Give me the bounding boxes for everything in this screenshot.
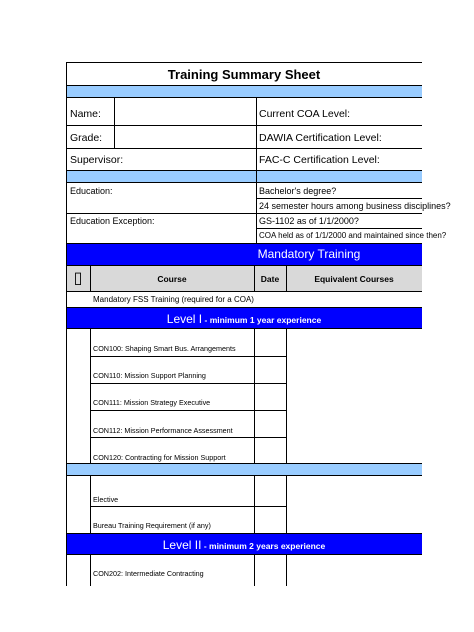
- band-2: [66, 170, 422, 182]
- course-con112: CON112: Mission Performance Assessment: [93, 426, 233, 435]
- band-3: [66, 463, 422, 475]
- education-exception-label: Education Exception:: [70, 216, 155, 226]
- course-con202: CON202: Intermediate Contracting: [93, 569, 204, 578]
- mandatory-training-title: Mandatory Training: [257, 247, 361, 261]
- level-2-subtitle: - minimum 2 years experience: [201, 541, 326, 551]
- level-2-heading: [66, 536, 422, 554]
- equivalent-courses-column-header: Equivalent Courses: [314, 274, 394, 284]
- course-con120: CON120: Contracting for Mission Support: [93, 453, 226, 462]
- supervisor-label: Supervisor:: [70, 154, 124, 166]
- course-con100: CON100: Shaping Smart Bus. Arrangements: [93, 344, 236, 353]
- course-con111: CON111: Mission Strategy Executive: [93, 398, 211, 407]
- grade-label: Grade:: [70, 132, 103, 144]
- facc-label: FAC-C Certification Level:: [259, 154, 380, 166]
- level-2-title: Level II: [162, 538, 202, 552]
- band-1: [66, 85, 422, 97]
- bureau-training-label: Bureau Training Requirement (if any): [93, 521, 211, 530]
- gs1102-question: GS-1102 as of 1/1/2000?: [259, 216, 359, 226]
- mandatory-fss-label: Mandatory FSS Training (required for a COA): [93, 295, 254, 304]
- coa-held-question: COA held as of 1/1/2000 and maintained since then?: [259, 231, 447, 240]
- level-1-title: Level I: [166, 312, 203, 326]
- dawia-label: DAWIA Certification Level:: [259, 132, 382, 144]
- date-column-header: Date: [260, 274, 280, 284]
- course-column-header: Course: [157, 274, 187, 284]
- page-title: Training Summary Sheet: [167, 67, 321, 82]
- education-label: Education:: [70, 186, 113, 196]
- bachelors-question: Bachelor's degree?: [259, 186, 337, 196]
- level-1-subtitle: - minimum 1 year experience: [202, 315, 322, 325]
- level-1-heading: [66, 310, 422, 328]
- checkbox-icon: ▯: [73, 268, 83, 287]
- course-con110: CON110: Mission Support Planning: [93, 371, 206, 380]
- training-summary-sheet: [66, 62, 451, 586]
- name-label: Name:: [70, 108, 101, 120]
- current-coa-label: Current COA Level:: [259, 108, 351, 120]
- elective-label: Elective: [93, 495, 119, 504]
- semester-hours-question: 24 semester hours among business disciplines?: [259, 201, 451, 211]
